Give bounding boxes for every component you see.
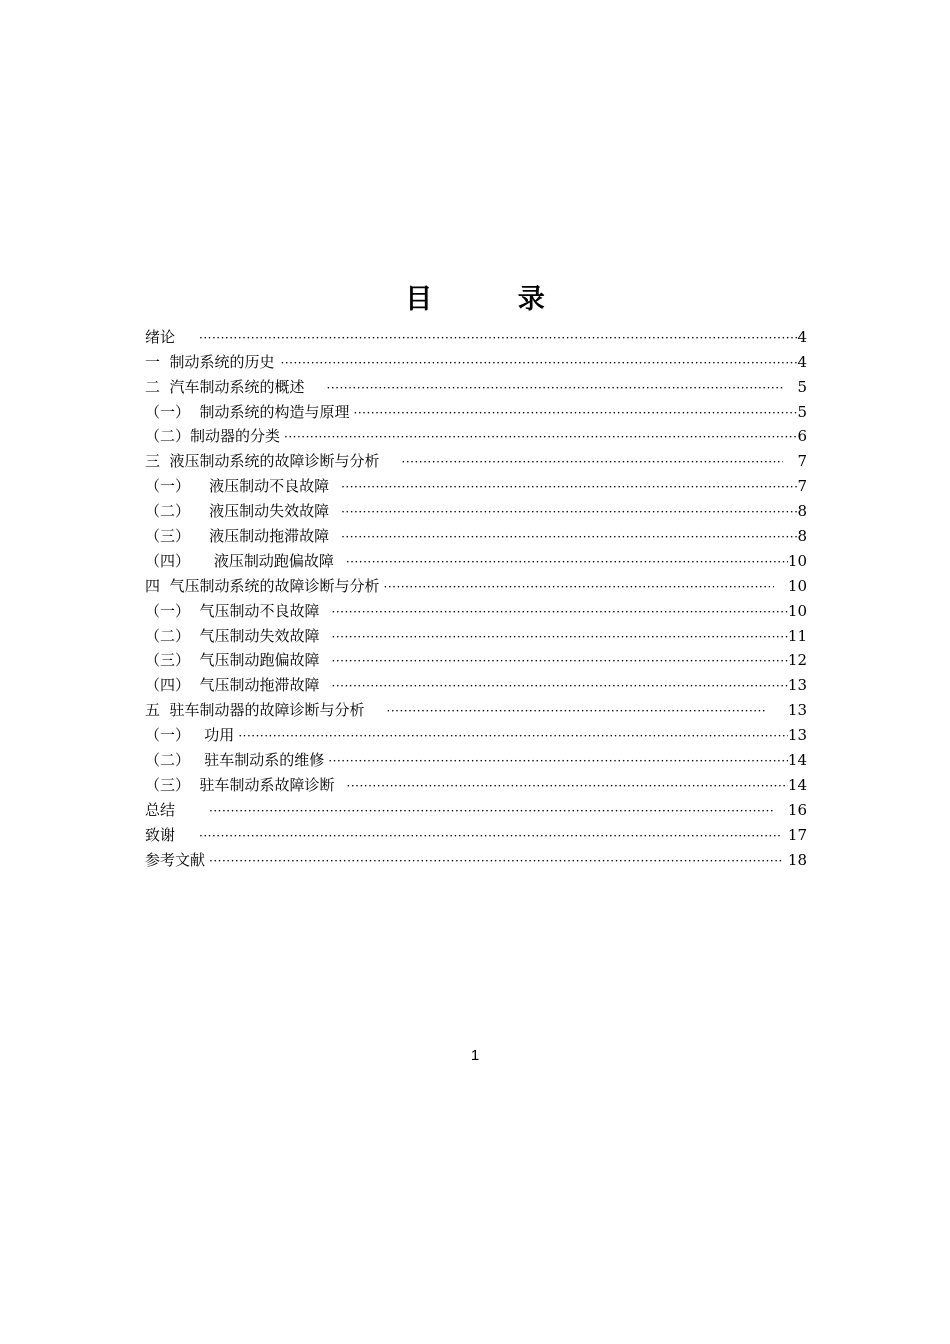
toc-entry-leader-dots — [205, 802, 774, 820]
toc-entry[interactable] — [145, 670, 807, 695]
toc-entry[interactable] — [145, 372, 807, 397]
toc-entry-page: 4 — [797, 327, 807, 346]
toc-entry-label: （三） 气压制动跑偏故障 — [145, 651, 320, 670]
toc-entry[interactable] — [145, 571, 807, 596]
toc-entry-leader-dots — [328, 628, 788, 646]
toc-entry-leader-dots — [337, 528, 797, 546]
toc-entry-page: 5 — [797, 402, 807, 421]
toc-entry-label: 参考文献 — [145, 850, 206, 869]
toc-entry-label: （一） 制动系统的构造与原理 — [145, 402, 350, 421]
toc-entry-leader-dots — [280, 428, 797, 446]
toc-entry-leader-dots — [205, 852, 782, 870]
toc-entry-leader-dots — [323, 379, 784, 397]
toc-entry-page: 13 — [787, 701, 807, 720]
toc-entry[interactable] — [145, 695, 807, 720]
toc-entry-label: 一 制动系统的历史 — [145, 352, 275, 371]
toc-entry-page: 12 — [787, 651, 807, 670]
toc-entry-page: 13 — [787, 726, 807, 745]
toc-entry[interactable] — [145, 322, 807, 347]
toc-entry-label: 三 液压制动系统的故障诊断与分析 — [145, 452, 380, 471]
toc-entry-label: 二 汽车制动系统的概述 — [145, 377, 305, 396]
toc-entry-leader-dots — [350, 404, 798, 422]
toc-entry[interactable] — [145, 347, 807, 372]
toc-entry-page: 10 — [787, 576, 807, 595]
toc-entry[interactable] — [145, 845, 807, 870]
toc-entry-label: （二） 气压制动失效故障 — [145, 626, 320, 645]
toc-entry-leader-dots — [324, 752, 788, 770]
toc-entry-page: 5 — [797, 377, 807, 396]
toc-entry[interactable] — [145, 422, 807, 447]
toc-entry-leader-dots — [277, 354, 798, 372]
toc-entry-label: （二） 驻车制动系的维修 — [145, 751, 325, 770]
toc-entry-leader-dots — [343, 777, 788, 795]
toc-entry-label: （一） 气压制动不良故障 — [145, 601, 320, 620]
toc-entry[interactable] — [145, 720, 807, 745]
toc-entry-page: 7 — [797, 477, 807, 496]
toc-entry-label: （四） 液压制动跑偏故障 — [145, 551, 334, 570]
toc-entry-label: （二） 液压制动失效故障 — [145, 502, 330, 521]
toc-entry[interactable] — [145, 596, 807, 621]
toc-entry-leader-dots — [328, 603, 788, 621]
toc-entry-page: 10 — [787, 551, 807, 570]
toc-entry-leader-dots — [337, 478, 797, 496]
toc-entry[interactable] — [145, 521, 807, 546]
page-number: 1 — [470, 1047, 480, 1064]
toc-entry-leader-dots — [195, 827, 782, 845]
toc-entry[interactable] — [145, 496, 807, 521]
toc-entry[interactable] — [145, 621, 807, 646]
toc-entry[interactable] — [145, 820, 807, 845]
toc-entry-leader-dots — [380, 578, 774, 596]
page-title: 目 录 — [405, 284, 583, 315]
toc-entry-label: （一） 功用 — [145, 726, 235, 745]
toc-entry[interactable] — [145, 795, 807, 820]
toc-entry-page: 18 — [787, 850, 807, 869]
toc-entry-label: 总结 — [145, 800, 176, 819]
table-of-contents — [145, 322, 807, 870]
toc-entry-leader-dots — [328, 652, 788, 670]
toc-entry[interactable] — [145, 397, 807, 422]
toc-entry-label: （四） 气压制动拖滞故障 — [145, 676, 320, 695]
toc-entry-label: 绪论 — [145, 327, 176, 346]
toc-entry-page: 16 — [787, 800, 807, 819]
toc-entry-page: 10 — [787, 601, 807, 620]
toc-entry-page: 6 — [797, 427, 807, 446]
toc-entry-leader-dots — [195, 329, 797, 347]
toc-entry-leader-dots — [342, 553, 788, 571]
toc-entry[interactable] — [145, 745, 807, 770]
toc-entry-leader-dots — [337, 503, 797, 521]
toc-entry-label: （三） 驻车制动系故障诊断 — [145, 775, 335, 794]
toc-entry-page: 8 — [797, 502, 807, 521]
toc-entry-label: 致谢 — [145, 825, 176, 844]
toc-entry-page: 14 — [787, 775, 807, 794]
toc-entry-label: 四 气压制动系统的故障诊断与分析 — [145, 576, 380, 595]
toc-entry-leader-dots — [398, 453, 784, 471]
toc-entry-page: 13 — [787, 676, 807, 695]
toc-entry-leader-dots — [328, 677, 788, 695]
toc-entry-page: 8 — [797, 527, 807, 546]
toc-entry-label: 五 驻车制动器的故障诊断与分析 — [145, 701, 365, 720]
toc-entry[interactable] — [145, 770, 807, 795]
toc-entry-label: （二）制动器的分类 — [145, 427, 281, 446]
toc-entry-page: 7 — [797, 452, 807, 471]
toc-entry-leader-dots — [234, 727, 788, 745]
toc-entry-label: （一） 液压制动不良故障 — [145, 477, 330, 496]
toc-entry[interactable] — [145, 446, 807, 471]
toc-entry[interactable] — [145, 646, 807, 671]
toc-entry-page: 14 — [787, 751, 807, 770]
toc-entry-leader-dots — [383, 702, 766, 720]
toc-entry-page: 17 — [787, 825, 807, 844]
toc-entry-page: 4 — [797, 352, 807, 371]
toc-entry-page: 11 — [787, 626, 807, 645]
toc-entry-label: （三） 液压制动拖滞故障 — [145, 527, 330, 546]
toc-entry[interactable] — [145, 471, 807, 496]
toc-entry[interactable] — [145, 546, 807, 571]
